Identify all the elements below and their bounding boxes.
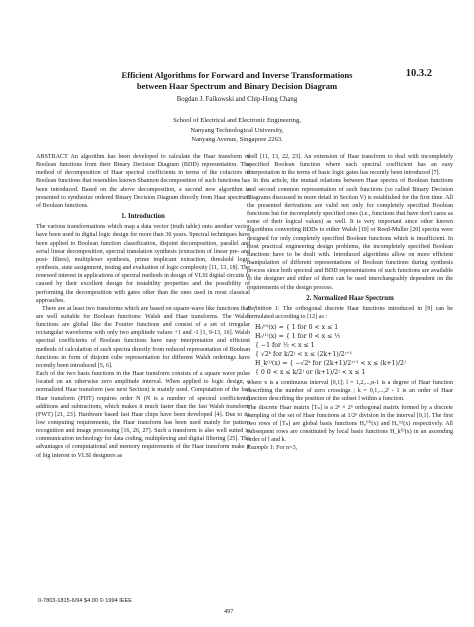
equation-h01-b: { −1 for ½ < x ≤ 1 <box>255 342 315 350</box>
abstract-label: ABSTRACT <box>36 154 68 160</box>
title-line-1: Efficient Algorithms for Forward and Inverse Transformations <box>121 70 353 80</box>
equation-hkl-c: { 0 0 < x ≤ k/2ʲ or (k+1)/2ʲ < x ≤ 1 <box>255 369 366 377</box>
page-number: 497 <box>224 608 234 615</box>
affiliation <box>40 116 434 145</box>
intro-paragraph-1: The various transformations which map a data vector (truth table) onto another vector have been used in digital logic design for more than 30 years. Spectral techniques have been applied to Boolean function classification, disjoint decomposition, parallel and serial linear decomposition, spectral translation synthesis (extraction of linear pre- and post- filters), multiplexer synthesis, prime implicant extraction, threshold logic synthesis, state assignment, testing and evaluation of logic complexity [11, 13, 18]. The renewed interest in applications of spectral methods in design of VLSI digital circuits is caused by their excellent design for testability properties and the possibility of performing the decomposition with gates other than the ones used in most classical approaches. <box>36 224 250 304</box>
abstract-paragraph <box>36 153 250 210</box>
example-label: Example 1 <box>247 445 273 452</box>
definition-paragraph <box>247 305 453 321</box>
affiliation-line-3: Nanyang Avenue, Singapore 2263. <box>191 136 283 144</box>
affiliation-line-1: School of Electrical and Electronic Engineering, <box>173 117 301 124</box>
right-paragraph-2: In this article, the mutual relations between Haar spectra of Boolean functions and second common representation of such functions (so called Binary Decision Diagrams discussed in more detail in Section V) is established for the first time. All the presented derivations are valid not only for completely specified Boolean functions but for incompletely specified ones (i.e., functions that have don't cares as some of their logical values) as well. It is very important since other known algorithms converting BDDs to either Walsh [19] or Reed-Muller [20] spectra were designed for only completely specified Boolean functions which is insufficient. In most practical engineering design problems, the incompletely specified Boolean functions have to be dealt with. Introduced algorithms allow on more efficient manipulation of different representations of Boolean functions during synthesis process since both spectral and BDD representations of such functions are available to the designer and either of them can be used interchangeably dependent on the requirements of the design process. <box>247 178 453 291</box>
equation-hkl-a: { √2ᵏ for k/2ʲ < x ≤ (2k+1)/2ʲ⁺¹ <box>255 351 353 359</box>
equation-h01-a: H₀⁽¹⁾(x) = { 1 for 0 < x ≤ ½ <box>255 333 341 341</box>
example-text: : For n=3, <box>272 445 298 452</box>
right-paragraph-4: The discrete Haar matrix [Tₙ] is a 2ⁿ × 2ⁿ orthogonal matrix formed by a discrete sampling of the set of Haar functions at 1/2ⁿ division in the interval [0,1]. The first two rows of [Tₙ] are global basis functions H₀⁽⁰⁾(x) and H₀⁽¹⁾(x) respectively. All subsequent rows are constituted by local basis functions H_k⁽ˡ⁾(x) in an ascending order of l and k. <box>247 404 453 444</box>
introduction-heading: 1. Introduction <box>121 213 165 221</box>
equation-hkl-b: H_k⁽ʲ⁾(x) = { −√2ᵏ for (2k+1)/2ʲ⁺¹ < x ≤ (k+1)/2ʲ <box>255 360 406 368</box>
definition-label: Definition 1 <box>247 305 278 312</box>
intro-paragraph-3: Each of the two basis functions in the Haar transform consists of a square wave pulse located on an otherwise zero amplitude interval. When applied to logic design, a normalized Haar transform (see next Section) is mainly used. Computation of the fast Haar transform (FHT) requires order N (N is a number of spectral coefficients) additions and subtractions, which makes it much faster than the fast Walsh transform (FWT) [21, 23]. Hardware based fast Haar chips have been developed [4]. Due to its low computing requirements, the Haar transform has been used mainly for pattern recognition and image processing [16, 26, 27]. Such a transform is also well suited in communication technology for data coding, multiplexing and digital filtering [25]. The advantages of computational and memory requirements of the Haar transform make it of big interest to VLSI designers as <box>36 371 250 459</box>
left-column <box>36 153 250 460</box>
abstract-text: An algorithm has been developed to calculate the Haar transform of Boolean functions from their Binary Decision Diagram (BDD) representation. The method of decomposition of Haar spectral coefficients in terms of the cofactors of Boolean functions that resembles known Shannon decomposition of such functions has been introduced. Based on the above decomposition, a second new algorithm is presented to synthesize ordered Binary Decision Diagram directly from Haar spectrum of Boolean functions. <box>36 154 251 209</box>
definition-text: : The orthogonal discrete Haar functions introduced in [9] can be formulated according to [12] as : <box>247 305 453 320</box>
section-number: 10.3.2 <box>405 68 432 79</box>
equation-h00: H₀⁽⁰⁾(x) = { 1 for 0 < x ≤ 1 <box>255 324 339 332</box>
example-paragraph <box>247 444 453 452</box>
paper-title <box>40 70 434 92</box>
copyright-notice: 0-7803-1815-6/94 $4.00 © 1994 IEEE <box>38 598 133 604</box>
haar-equations <box>255 323 453 377</box>
affiliation-line-2: Nanyang Technological University, <box>190 126 284 134</box>
right-column <box>247 153 453 453</box>
haar-spectrum-heading: 2. Normalized Haar Spectrum <box>306 294 394 302</box>
right-paragraph-3: where x is a continuous interval [0,1]; l = 1,2,...,n-1 is a degree of Haar function describing the number of zero crossings ; k = 0,1,...,2ˡ - 1 is an order of Haar function describing the position of the subset l within a function. <box>247 380 453 403</box>
title-line-2: between Haar Spectrum and Binary Decision Diagram <box>136 81 338 91</box>
authors: Bogdan J. Falkowski and Chip-Hong Chang <box>176 96 298 103</box>
right-paragraph-1: well [11, 13, 22, 23]. An extension of Haar transform to deal with incompletely specified Boolean function where each spectral coefficient has an easy interpretation in the terms of basic logic gates has recently been introduced [7]. <box>247 154 453 177</box>
intro-paragraph-2: There are at least two transforms which are based on square-wave like functions that are well suitable for Boolean functions: Walsh and Haar transforms. The Walsh functions are global like the Fourier functions and consist of a set of irregular rectangular waveforms with only two amplitude values +1 and -1 [1, 9-13, 16]. Walsh spectral coefficients of Boolean functions have easy interpretation and efficient methods of calculation of such spectra directly from reduced representation of Boolean functions in form of disjoint cube representation for different Walsh orderings have recently been introduced [5, 6]. <box>36 305 250 369</box>
